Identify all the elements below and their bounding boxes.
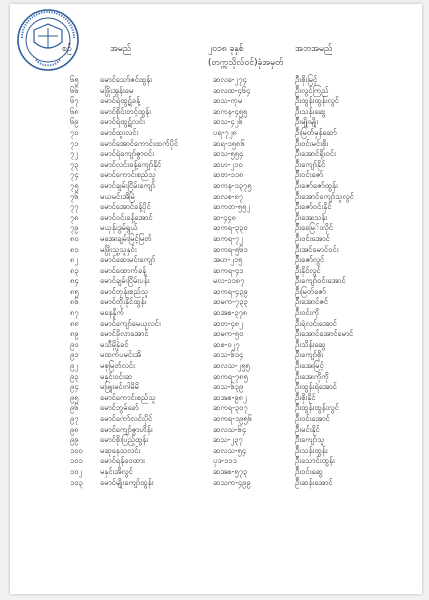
- student-name: မောင်ချမ်းငြိမ်းပန်း: [100, 276, 150, 286]
- father-name: ဦးအောင်ကျော်သူလွင်: [295, 191, 354, 201]
- roll-number: ဆသ-၂၃၇: [213, 435, 243, 445]
- roll-number: ဆအစ-၅၇၃: [213, 466, 248, 476]
- table-row: [10, 393, 422, 404]
- student-name: မောင်ထောက်ခန့်: [100, 265, 147, 275]
- student-name: မသီမို့နှဲခင်: [100, 339, 129, 349]
- row-number: ၉၈: [70, 424, 79, 434]
- roll-number: ဆလထ-၄၆၄: [213, 85, 251, 95]
- roll-number: ဆအစ-၃၇၈: [213, 308, 248, 318]
- father-name: ဦးလွင်ကြည်: [295, 85, 329, 95]
- father-name: ဦးသန်းထွန်း: [295, 445, 328, 455]
- row-number: ၈၆: [70, 297, 79, 307]
- row-number: ၈၂: [70, 255, 79, 265]
- father-name: ဦးအောင်ရိုးဝင်း: [295, 149, 336, 159]
- father-name: ဦးအင်မောင်ဝင်း: [295, 244, 339, 254]
- row-number: ၉၁: [70, 350, 79, 360]
- roll-number: ဆမက-၇၃၃: [213, 297, 248, 307]
- student-name: မောင်ရဲထွဋ်လင်း: [100, 117, 145, 127]
- row-number: ၈၃: [70, 265, 79, 275]
- father-name: ဦးဝင်းကို: [295, 308, 319, 318]
- student-name: မောင်ဘွမ်ခော်: [100, 403, 139, 413]
- student-name: မောင်မျိုးကျော်ထွန်း: [100, 477, 154, 487]
- roll-number: ပုဒ-၁၁၁: [213, 456, 237, 466]
- table-row: [10, 287, 422, 298]
- row-number: ၇၆: [70, 191, 79, 201]
- father-name: ဦးအေးကိုကို: [295, 371, 329, 381]
- table-row: [10, 350, 422, 361]
- table-row: [10, 181, 422, 192]
- row-number: ၉၀: [70, 339, 79, 349]
- row-number: ၇၉: [70, 223, 79, 233]
- roll-number: ဆသ-၆၃၉: [213, 382, 244, 392]
- row-number: ၇၃: [70, 159, 79, 169]
- row-number: ၇၁: [70, 138, 79, 148]
- student-name: မောင်ရန်ဝေထား: [100, 456, 145, 466]
- table-row: [10, 414, 422, 425]
- header-col-father: အဘအမည်: [295, 44, 333, 54]
- father-name: ဦးစိုးမြင့်: [295, 75, 318, 84]
- roll-number: ဆကရ-၅၆၁: [213, 244, 248, 254]
- row-number: ၆၇: [70, 96, 79, 106]
- father-name: ဦးခေမြ်းလိုင်: [295, 223, 333, 233]
- roll-number: ဆကတ-၅၅၂: [213, 202, 251, 212]
- table-row: [10, 139, 422, 150]
- roll-number: ဆ-၄၄၈: [213, 212, 236, 222]
- row-number: ၉၉: [70, 435, 79, 445]
- father-name: ဦးအေးသန်း: [295, 212, 328, 222]
- table-row: [10, 149, 422, 160]
- student-name: မဖြူးမင်းဂါမိမိ: [100, 382, 139, 392]
- roll-number: ဆကရ-၇၂: [213, 233, 243, 243]
- roll-number: ဆစ-၀၂၇: [213, 339, 240, 349]
- father-name: ဦးဇော်လွင်: [295, 255, 325, 265]
- row-number: ၉၂: [70, 361, 79, 371]
- row-number: ၉၅: [70, 392, 79, 402]
- row-number: ၁၀၁: [70, 456, 83, 466]
- row-number: ၇၀: [70, 127, 79, 137]
- father-name: ဦးအောင်အောင်မောင်: [295, 329, 354, 339]
- table-row: [10, 361, 422, 372]
- table-row: [10, 456, 422, 467]
- student-name: မောင်အောင်ကောင်းထက်ပိုင်: [100, 138, 179, 148]
- table-row: [10, 446, 422, 457]
- row-number: ၈၀: [70, 233, 79, 243]
- student-name: မဆုနေသလင်း: [100, 445, 141, 455]
- student-name: မောင်စိုင်းတင့်ထွန်း: [100, 106, 152, 116]
- student-name: မောင်ချမ်းငြိမ်းကျော်: [100, 180, 156, 190]
- student-name: မောင်ကော်လင်းပိုင်: [100, 414, 153, 423]
- father-name: ဦးမြတ်ဇော်: [295, 286, 326, 296]
- roll-number: ဆကရ-၄၁: [213, 265, 244, 275]
- student-name: မောင်ရဲထွဋ်ခန့်: [100, 96, 140, 106]
- table-row: [10, 170, 422, 181]
- father-name: ဦးကျော်စိုး: [295, 350, 324, 360]
- table-row: [10, 75, 422, 86]
- father-name: ဦးအေးမြင့်: [295, 361, 324, 371]
- student-name: မနှင်းအိလွင်: [100, 466, 133, 476]
- student-name: မောင်အောင်ခန့်ပိုင်: [100, 202, 151, 212]
- row-number: ၆၆: [70, 85, 79, 95]
- student-name: မောင်စိုးပြည့်ထွန်း: [100, 435, 149, 445]
- roll-number: မလ-၁၁၈၇: [213, 276, 245, 286]
- table-row: [10, 329, 422, 340]
- header-col-no: စဉ်: [62, 44, 72, 54]
- header-col-roll-number: (တက္ကသိုလ်ဝင်)ခုံအမှတ်: [208, 58, 284, 68]
- table-row: [10, 107, 422, 118]
- row-number: ၇၄: [70, 170, 79, 180]
- roll-number: ဆလသ-၆၄: [213, 424, 247, 434]
- roll-number: ဆကရ-၃၀၇: [213, 403, 248, 413]
- roll-number: ဆတ-၄၈၂: [213, 318, 243, 328]
- father-name: ဦးသန်းဆွေ: [295, 106, 326, 116]
- roll-number: ဆလစ-၈၇: [213, 191, 244, 201]
- table-row: [10, 255, 422, 266]
- row-number: ၇၂: [70, 149, 79, 159]
- father-name: ဦးဝင်းအောင်: [295, 233, 330, 243]
- student-name: မောင်ကျော်မေယုလင်း: [100, 318, 161, 328]
- row-number: ၈၈: [70, 318, 79, 328]
- header-col-exam-year: ၂၀၁၈ ခုနှစ်: [208, 44, 244, 54]
- table-row: [10, 192, 422, 203]
- roll-number: အဟ-၂၁၅: [213, 255, 243, 265]
- roll-number: ဆကရ-၁၉၅၆: [213, 414, 252, 423]
- roll-number: ဆသ-၄၂၆: [213, 117, 243, 127]
- row-number: ၉၃: [70, 371, 79, 381]
- student-list: [10, 75, 422, 488]
- table-row: [10, 223, 422, 234]
- roll-number: ဆကရ-၃၃၀: [213, 223, 248, 233]
- roll-number: ဆလသ-၂၅၅: [213, 361, 250, 371]
- table-row: [10, 276, 422, 287]
- table-row: [10, 86, 422, 97]
- table-row: [10, 117, 422, 128]
- table-row: [10, 372, 422, 383]
- father-name: ဦးရဲလင်းအောင်: [295, 318, 337, 328]
- table-row: [10, 245, 422, 256]
- student-name: မနေနှိုက်: [100, 308, 124, 318]
- table-row: [10, 160, 422, 171]
- father-name: ဦးစိုးနိုင်: [295, 392, 316, 402]
- roll-number: ဆအစ-၉၈၂: [213, 392, 247, 402]
- row-number: ၉၇: [70, 414, 79, 423]
- row-number: ၇၈: [70, 212, 79, 222]
- student-name: မောင်တုန်းစည်သူ: [100, 286, 149, 296]
- row-number: ၉၆: [70, 403, 79, 413]
- row-number: ၁၀၃: [70, 477, 83, 487]
- roll-number: ဆကရ-၄၃၉: [213, 286, 248, 296]
- table-row: [10, 382, 422, 393]
- table-row: [10, 308, 422, 319]
- student-name: မောင်ရဲကျော်ဇွာဝင်း: [100, 149, 155, 159]
- roll-number: ဆသ-၅၅၄: [213, 149, 244, 159]
- father-name: ဦးကျော်နိုင်: [295, 159, 326, 169]
- table-row: [10, 425, 422, 436]
- row-number: ၈၁: [70, 244, 79, 254]
- roll-number: ဆလသ-၅၄: [213, 445, 247, 455]
- student-name: မနှင်းဝင်းဆ: [100, 371, 133, 381]
- row-number: ၇၅: [70, 180, 79, 190]
- student-name: မဖြိုးအွန်းမေ: [100, 85, 134, 95]
- father-name: ဦးအောင်ဇင်: [295, 297, 328, 307]
- row-number: ၁၀၂: [70, 466, 83, 476]
- student-name: မထက်ပမင်းအိ: [100, 350, 141, 360]
- header-col-name: အမည်: [110, 44, 132, 54]
- table-row: [10, 297, 422, 308]
- row-number: ၆၉: [70, 117, 79, 127]
- document-page: [10, 4, 422, 594]
- student-name: မယုန်းဒွမ်ရွယ်: [100, 223, 138, 233]
- student-name: မအေးချမ်းမြင့်မြတ်: [100, 233, 152, 243]
- father-name: ဦးဝင်းမင်းစိုး: [295, 138, 329, 148]
- roll-number: ဆဟ-၂၁၀: [213, 159, 243, 169]
- row-number: ၈၄: [70, 276, 79, 286]
- father-name: ဦးမင်းနိုင်: [295, 424, 320, 434]
- table-row: [10, 403, 422, 414]
- student-name: မယမင်းအိမြဲ: [100, 191, 135, 201]
- roll-number: ဆကန-၄၅၅: [213, 106, 248, 116]
- table-row: [10, 202, 422, 213]
- student-name: မောင်ကျော်ဇွာဟိန်း: [100, 424, 153, 434]
- father-name: ဦးဝင်းအောင်: [295, 414, 330, 423]
- father-name: ဦးထွန်းထွန်းလွင်: [295, 403, 339, 413]
- row-number: ၆၅: [70, 75, 79, 84]
- student-name: မဖြိုးသူ့သူနှင်း: [100, 244, 137, 254]
- father-name: ဦးသောင်းထွန်း: [295, 456, 335, 466]
- roll-number: ဆလခ-၂၇၄: [213, 75, 247, 84]
- table-row: [10, 478, 422, 489]
- student-name: မောင်ခိုလာအောင်: [100, 329, 149, 339]
- father-name: ဦးဆန်းအောင်: [295, 477, 333, 487]
- table-row: [10, 319, 422, 330]
- university-seal-logo: [16, 8, 80, 72]
- table-row: [10, 467, 422, 478]
- father-name: ဦးနိုင်လွင်: [295, 265, 321, 275]
- table-row: [10, 96, 422, 107]
- table-row: [10, 435, 422, 446]
- row-number: ၈၇: [70, 308, 79, 318]
- roll-number: ဆရ-၁၅၈၆: [213, 138, 245, 148]
- row-number: ၆၈: [70, 106, 79, 116]
- student-name: မောင်ကောင်းစည်သူ: [100, 170, 156, 180]
- father-name: ဦးကျော်ဝင်းအောင်: [295, 276, 346, 286]
- father-name: ဦးဝင်းဆွေ: [295, 466, 323, 476]
- roll-number: ဆကန-၁၃၇၅: [213, 180, 252, 190]
- row-number: ၉၄: [70, 382, 79, 392]
- roll-number: ဆတ-၁၁၈: [213, 170, 244, 180]
- father-name: ဦးမျိုးမျိုး: [295, 117, 319, 127]
- father-name: ဦးကျော်သူ: [295, 435, 325, 445]
- row-number: ၇၇: [70, 202, 79, 212]
- roll-number: ဆသ-ကုမ: [213, 96, 243, 106]
- table-row: [10, 234, 422, 245]
- table-row: [10, 128, 422, 139]
- father-name: ဦးဇော်ဝင်းနိုင်: [295, 202, 332, 212]
- student-name: မစုမြတ်လင်း: [100, 361, 135, 371]
- table-row: [10, 266, 422, 277]
- student-name: မောင်လင်းခန့်ကျော်နိုင်: [100, 159, 162, 169]
- student-name: မောင်သော်ဇင်ထွန်း: [100, 75, 153, 84]
- roll-number: ဆသ-၆၁၄: [213, 350, 244, 360]
- student-name: မောင်ဝင်းခန့်အောင်: [100, 212, 153, 222]
- roll-number: ဆမက-၅၀: [213, 329, 244, 339]
- father-name: ဦးဇော်ဇော်ထွန်း: [295, 180, 338, 190]
- roll-number: ဆသက-၄၉၉: [213, 477, 251, 487]
- father-name: ဦးထွန်းရဲအောင်: [295, 382, 337, 392]
- roll-number: ဆကရ-၇၈၅: [213, 371, 248, 381]
- row-number: ၈၅: [70, 286, 79, 296]
- table-row: [10, 213, 422, 224]
- father-name: ဦးသိန်းဆွေ: [295, 339, 326, 349]
- student-name: မောင်ကောင်းစည်သူ: [100, 392, 156, 402]
- student-name: မောင်ဆေးမင်းကျော်: [100, 255, 156, 265]
- father-name: ဦးဝင်းဇော်: [295, 170, 324, 180]
- roll-number: ပရ-၇၂၈: [213, 127, 237, 137]
- table-row: [10, 340, 422, 351]
- father-name: ဦးမြတ်မှန်ဆော်: [295, 127, 337, 137]
- row-number: ၁၀၀: [70, 445, 83, 455]
- student-name: မောင်ထူးလင်း: [100, 127, 139, 137]
- father-name: ဦးထွန်းထွန်းလွင်: [295, 96, 339, 106]
- row-number: ၈၉: [70, 329, 79, 339]
- student-name: မောင်တိုးနိုင်ထွန်း: [100, 297, 147, 307]
